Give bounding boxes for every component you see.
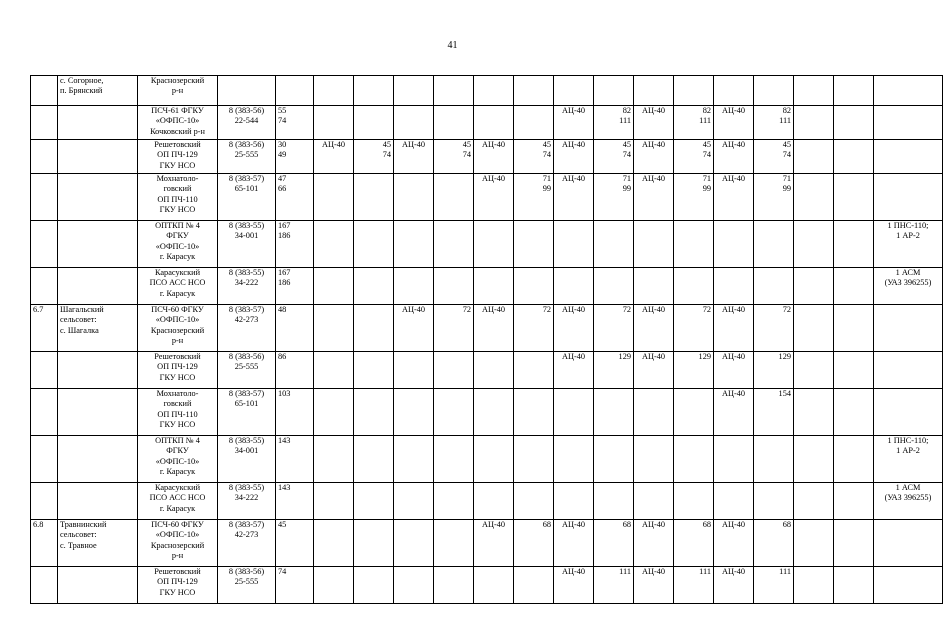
table-body	[31, 76, 943, 604]
table-row	[31, 389, 943, 436]
distance-cell: 86	[276, 352, 314, 389]
vehicle-cell	[794, 221, 834, 268]
time-cell	[754, 483, 794, 520]
fire-unit-cell: Решетовский ОП ПЧ-129 ГКУ НСО	[138, 567, 218, 604]
fire-unit-cell: Карасукский ПСО АСС НСО г. Карасук	[138, 268, 218, 305]
vehicle-cell	[314, 305, 354, 352]
phone-cell: 8 (383-56) 25-555	[218, 352, 276, 389]
vehicle-cell	[314, 389, 354, 436]
additional-equipment-cell	[874, 174, 943, 221]
time-cell: 72	[594, 305, 634, 352]
distance-cell: 48	[276, 305, 314, 352]
vehicle-cell: АЦ-40	[634, 352, 674, 389]
time-cell	[834, 221, 874, 268]
time-cell: 68	[674, 520, 714, 567]
vehicle-cell: АЦ-40	[554, 352, 594, 389]
vehicle-cell	[714, 483, 754, 520]
vehicle-cell	[634, 268, 674, 305]
item-number-cell	[31, 483, 58, 520]
time-cell	[674, 389, 714, 436]
time-cell	[754, 436, 794, 483]
time-cell	[514, 352, 554, 389]
time-cell: 111	[754, 567, 794, 604]
item-number-cell	[31, 436, 58, 483]
phone-cell: 8 (383-57) 65-101	[218, 174, 276, 221]
vehicle-cell: АЦ-40	[714, 352, 754, 389]
time-cell	[434, 436, 474, 483]
vehicle-cell	[794, 520, 834, 567]
time-cell	[594, 221, 634, 268]
time-cell	[354, 174, 394, 221]
table-row	[31, 567, 943, 604]
additional-equipment-cell: 1 АСМ (УАЗ 396255)	[874, 483, 943, 520]
vehicle-cell: АЦ-40	[714, 140, 754, 174]
time-cell: 45 74	[674, 140, 714, 174]
vehicle-cell	[714, 436, 754, 483]
vehicle-cell	[474, 76, 514, 106]
vehicle-cell	[314, 567, 354, 604]
vehicle-cell	[634, 389, 674, 436]
page-number: 41	[447, 40, 458, 51]
distance-cell: 143	[276, 436, 314, 483]
phone-cell: 8 (383-56) 22-544	[218, 106, 276, 140]
vehicle-cell	[794, 106, 834, 140]
vehicle-cell: АЦ-40	[714, 305, 754, 352]
time-cell	[514, 76, 554, 106]
time-cell	[834, 352, 874, 389]
time-cell: 45 74	[514, 140, 554, 174]
time-cell	[674, 436, 714, 483]
distance-cell: 167 186	[276, 221, 314, 268]
time-cell	[434, 567, 474, 604]
item-number-cell	[31, 389, 58, 436]
time-cell	[354, 567, 394, 604]
item-number-cell	[31, 268, 58, 305]
item-number-cell	[31, 352, 58, 389]
vehicle-cell: АЦ-40	[554, 520, 594, 567]
settlement-cell	[58, 352, 138, 389]
vehicle-cell: АЦ-40	[634, 567, 674, 604]
vehicle-cell	[634, 483, 674, 520]
time-cell	[674, 76, 714, 106]
item-number-cell	[31, 76, 58, 106]
time-cell	[514, 389, 554, 436]
vehicle-cell: АЦ-40	[554, 174, 594, 221]
time-cell: 68	[594, 520, 634, 567]
fire-unit-cell: Мохнатоло- говский ОП ПЧ-110 ГКУ НСО	[138, 174, 218, 221]
vehicle-cell	[394, 106, 434, 140]
fire-unit-cell: ПСЧ-61 ФГКУ «ОФПС-10» Кочковский р-н	[138, 106, 218, 140]
vehicle-cell	[394, 483, 434, 520]
vehicle-cell	[634, 76, 674, 106]
time-cell	[834, 140, 874, 174]
settlement-cell	[58, 140, 138, 174]
time-cell: 45 74	[434, 140, 474, 174]
vehicle-cell	[314, 221, 354, 268]
time-cell	[434, 520, 474, 567]
time-cell: 71 99	[514, 174, 554, 221]
time-cell: 71 99	[674, 174, 714, 221]
distance-cell	[276, 76, 314, 106]
phone-cell: 8 (383-56) 25-555	[218, 140, 276, 174]
vehicle-cell: АЦ-40	[474, 520, 514, 567]
vehicle-cell	[714, 268, 754, 305]
additional-equipment-cell	[874, 305, 943, 352]
additional-equipment-cell	[874, 520, 943, 567]
additional-equipment-cell: 1 ПНС-110; 1 АР-2	[874, 436, 943, 483]
vehicle-cell	[554, 483, 594, 520]
settlement-cell	[58, 106, 138, 140]
vehicle-cell	[314, 352, 354, 389]
time-cell	[354, 106, 394, 140]
fire-unit-cell: Краснозерский р-н	[138, 76, 218, 106]
fire-unit-cell: ПСЧ-60 ФГКУ «ОФПС-10» Краснозерский р-н	[138, 305, 218, 352]
time-cell	[834, 389, 874, 436]
phone-cell: 8 (383-57) 42-273	[218, 305, 276, 352]
vehicle-cell: АЦ-40	[474, 305, 514, 352]
table-row	[31, 76, 943, 106]
phone-cell: 8 (383-57) 65-101	[218, 389, 276, 436]
vehicle-cell	[394, 174, 434, 221]
time-cell	[674, 268, 714, 305]
vehicle-cell	[794, 352, 834, 389]
additional-equipment-cell	[874, 140, 943, 174]
vehicle-cell	[394, 221, 434, 268]
vehicle-cell: АЦ-40	[554, 567, 594, 604]
item-number-cell: 6.8	[31, 520, 58, 567]
time-cell: 129	[754, 352, 794, 389]
time-cell: 71 99	[594, 174, 634, 221]
table-row	[31, 305, 943, 352]
vehicle-cell	[314, 174, 354, 221]
time-cell	[434, 106, 474, 140]
distance-cell: 45	[276, 520, 314, 567]
time-cell: 68	[514, 520, 554, 567]
vehicle-cell	[474, 567, 514, 604]
vehicle-cell: АЦ-40	[634, 106, 674, 140]
settlement-cell	[58, 483, 138, 520]
time-cell	[834, 106, 874, 140]
vehicle-cell	[794, 567, 834, 604]
table-row	[31, 483, 943, 520]
vehicle-cell	[314, 268, 354, 305]
settlement-cell	[58, 436, 138, 483]
settlement-cell: Травнинский сельсовет: с. Травное	[58, 520, 138, 567]
additional-equipment-cell: 1 АСМ (УАЗ 396255)	[874, 268, 943, 305]
item-number-cell	[31, 106, 58, 140]
vehicle-cell: АЦ-40	[634, 305, 674, 352]
vehicle-cell	[634, 221, 674, 268]
vehicle-cell: АЦ-40	[394, 305, 434, 352]
time-cell	[834, 174, 874, 221]
additional-equipment-cell	[874, 389, 943, 436]
time-cell	[354, 268, 394, 305]
vehicle-cell: АЦ-40	[554, 106, 594, 140]
time-cell	[434, 352, 474, 389]
time-cell	[514, 436, 554, 483]
vehicle-cell	[394, 76, 434, 106]
settlement-cell: Шагальский сельсовет: с. Шагалка	[58, 305, 138, 352]
vehicle-cell: АЦ-40	[554, 305, 594, 352]
table-row	[31, 140, 943, 174]
time-cell: 154	[754, 389, 794, 436]
vehicle-cell	[554, 389, 594, 436]
time-cell	[354, 436, 394, 483]
time-cell	[514, 483, 554, 520]
fire-unit-cell: Решетовский ОП ПЧ-129 ГКУ НСО	[138, 140, 218, 174]
phone-cell: 8 (383-57) 42-273	[218, 520, 276, 567]
table-row	[31, 436, 943, 483]
vehicle-cell	[554, 76, 594, 106]
vehicle-cell	[794, 140, 834, 174]
vehicle-cell: АЦ-40	[714, 106, 754, 140]
table-row	[31, 352, 943, 389]
additional-equipment-cell	[874, 106, 943, 140]
fire-unit-cell: ОПТКП № 4 ФГКУ «ОФПС-10» г. Карасук	[138, 436, 218, 483]
time-cell	[674, 221, 714, 268]
phone-cell	[218, 76, 276, 106]
time-cell	[434, 174, 474, 221]
vehicle-cell	[634, 436, 674, 483]
additional-equipment-cell	[874, 352, 943, 389]
distance-cell: 167 186	[276, 268, 314, 305]
time-cell	[834, 305, 874, 352]
vehicle-cell	[474, 106, 514, 140]
vehicle-cell	[794, 483, 834, 520]
time-cell	[834, 483, 874, 520]
settlement-cell	[58, 567, 138, 604]
time-cell	[354, 483, 394, 520]
settlement-cell	[58, 221, 138, 268]
settlement-cell	[58, 268, 138, 305]
time-cell	[354, 221, 394, 268]
time-cell	[434, 389, 474, 436]
vehicle-cell	[314, 436, 354, 483]
table-row	[31, 520, 943, 567]
table-row	[31, 221, 943, 268]
settlement-cell: с. Согорное, п. Брянский	[58, 76, 138, 106]
phone-cell: 8 (383-56) 25-555	[218, 567, 276, 604]
time-cell	[354, 352, 394, 389]
additional-equipment-cell	[874, 76, 943, 106]
vehicle-cell: АЦ-40	[394, 140, 434, 174]
time-cell	[434, 221, 474, 268]
vehicle-cell: АЦ-40	[474, 140, 514, 174]
fire-response-table	[30, 75, 943, 604]
table-row	[31, 268, 943, 305]
time-cell	[514, 268, 554, 305]
vehicle-cell	[794, 174, 834, 221]
time-cell: 45 74	[594, 140, 634, 174]
vehicle-cell	[554, 221, 594, 268]
vehicle-cell: АЦ-40	[714, 567, 754, 604]
time-cell	[834, 520, 874, 567]
time-cell: 82 111	[674, 106, 714, 140]
time-cell: 111	[674, 567, 714, 604]
time-cell	[354, 305, 394, 352]
fire-unit-cell: Решетовский ОП ПЧ-129 ГКУ НСО	[138, 352, 218, 389]
distance-cell: 143	[276, 483, 314, 520]
time-cell	[514, 106, 554, 140]
time-cell	[354, 76, 394, 106]
fire-unit-cell: Карасукский ПСО АСС НСО г. Карасук	[138, 483, 218, 520]
time-cell	[834, 436, 874, 483]
vehicle-cell: АЦ-40	[714, 174, 754, 221]
vehicle-cell	[314, 106, 354, 140]
distance-cell: 55 74	[276, 106, 314, 140]
time-cell	[594, 389, 634, 436]
vehicle-cell	[474, 268, 514, 305]
time-cell: 72	[434, 305, 474, 352]
vehicle-cell: АЦ-40	[554, 140, 594, 174]
vehicle-cell	[794, 305, 834, 352]
time-cell: 72	[754, 305, 794, 352]
vehicle-cell	[394, 352, 434, 389]
time-cell: 72	[514, 305, 554, 352]
time-cell: 71 99	[754, 174, 794, 221]
vehicle-cell: АЦ-40	[634, 520, 674, 567]
vehicle-cell	[714, 221, 754, 268]
distance-cell: 47 66	[276, 174, 314, 221]
time-cell	[594, 76, 634, 106]
time-cell	[754, 76, 794, 106]
time-cell	[434, 76, 474, 106]
time-cell: 45 74	[754, 140, 794, 174]
vehicle-cell	[794, 268, 834, 305]
vehicle-cell: АЦ-40	[634, 174, 674, 221]
time-cell	[514, 567, 554, 604]
time-cell: 45 74	[354, 140, 394, 174]
vehicle-cell	[554, 268, 594, 305]
vehicle-cell	[394, 436, 434, 483]
item-number-cell: 6.7	[31, 305, 58, 352]
vehicle-cell	[394, 567, 434, 604]
vehicle-cell	[714, 76, 754, 106]
phone-cell: 8 (383-55) 34-222	[218, 483, 276, 520]
time-cell	[354, 389, 394, 436]
phone-cell: 8 (383-55) 34-001	[218, 436, 276, 483]
vehicle-cell: АЦ-40	[314, 140, 354, 174]
vehicle-cell	[314, 520, 354, 567]
time-cell: 129	[674, 352, 714, 389]
distance-cell: 30 49	[276, 140, 314, 174]
vehicle-cell: АЦ-40	[634, 140, 674, 174]
time-cell	[594, 268, 634, 305]
vehicle-cell	[794, 389, 834, 436]
time-cell	[834, 268, 874, 305]
distance-cell: 74	[276, 567, 314, 604]
fire-unit-cell: ОПТКП № 4 ФГКУ «ОФПС-10» г. Карасук	[138, 221, 218, 268]
time-cell: 72	[674, 305, 714, 352]
item-number-cell	[31, 221, 58, 268]
time-cell	[834, 76, 874, 106]
vehicle-cell	[314, 483, 354, 520]
fire-unit-cell: ПСЧ-60 ФГКУ «ОФПС-10» Краснозерский р-н	[138, 520, 218, 567]
table-row	[31, 174, 943, 221]
time-cell	[834, 567, 874, 604]
vehicle-cell	[394, 268, 434, 305]
time-cell	[434, 483, 474, 520]
time-cell	[594, 483, 634, 520]
table-row	[31, 106, 943, 140]
time-cell	[674, 483, 714, 520]
time-cell: 82 111	[594, 106, 634, 140]
vehicle-cell: АЦ-40	[714, 389, 754, 436]
time-cell: 82 111	[754, 106, 794, 140]
settlement-cell	[58, 174, 138, 221]
phone-cell: 8 (383-55) 34-222	[218, 268, 276, 305]
time-cell	[514, 221, 554, 268]
vehicle-cell	[474, 352, 514, 389]
vehicle-cell: АЦ-40	[714, 520, 754, 567]
item-number-cell	[31, 174, 58, 221]
vehicle-cell	[794, 76, 834, 106]
item-number-cell	[31, 567, 58, 604]
vehicle-cell	[794, 436, 834, 483]
time-cell	[754, 221, 794, 268]
time-cell: 129	[594, 352, 634, 389]
distance-cell: 103	[276, 389, 314, 436]
fire-unit-cell: Мохнатоло- говский ОП ПЧ-110 ГКУ НСО	[138, 389, 218, 436]
vehicle-cell	[314, 76, 354, 106]
vehicle-cell	[474, 221, 514, 268]
time-cell	[354, 520, 394, 567]
vehicle-cell	[394, 389, 434, 436]
time-cell	[754, 268, 794, 305]
vehicle-cell	[474, 483, 514, 520]
vehicle-cell	[474, 436, 514, 483]
time-cell: 68	[754, 520, 794, 567]
vehicle-cell	[474, 389, 514, 436]
vehicle-cell	[554, 436, 594, 483]
phone-cell: 8 (383-55) 34-001	[218, 221, 276, 268]
settlement-cell	[58, 389, 138, 436]
vehicle-cell	[394, 520, 434, 567]
time-cell	[434, 268, 474, 305]
vehicle-cell: АЦ-40	[474, 174, 514, 221]
item-number-cell	[31, 140, 58, 174]
additional-equipment-cell: 1 ПНС-110; 1 АР-2	[874, 221, 943, 268]
additional-equipment-cell	[874, 567, 943, 604]
time-cell	[594, 436, 634, 483]
time-cell: 111	[594, 567, 634, 604]
